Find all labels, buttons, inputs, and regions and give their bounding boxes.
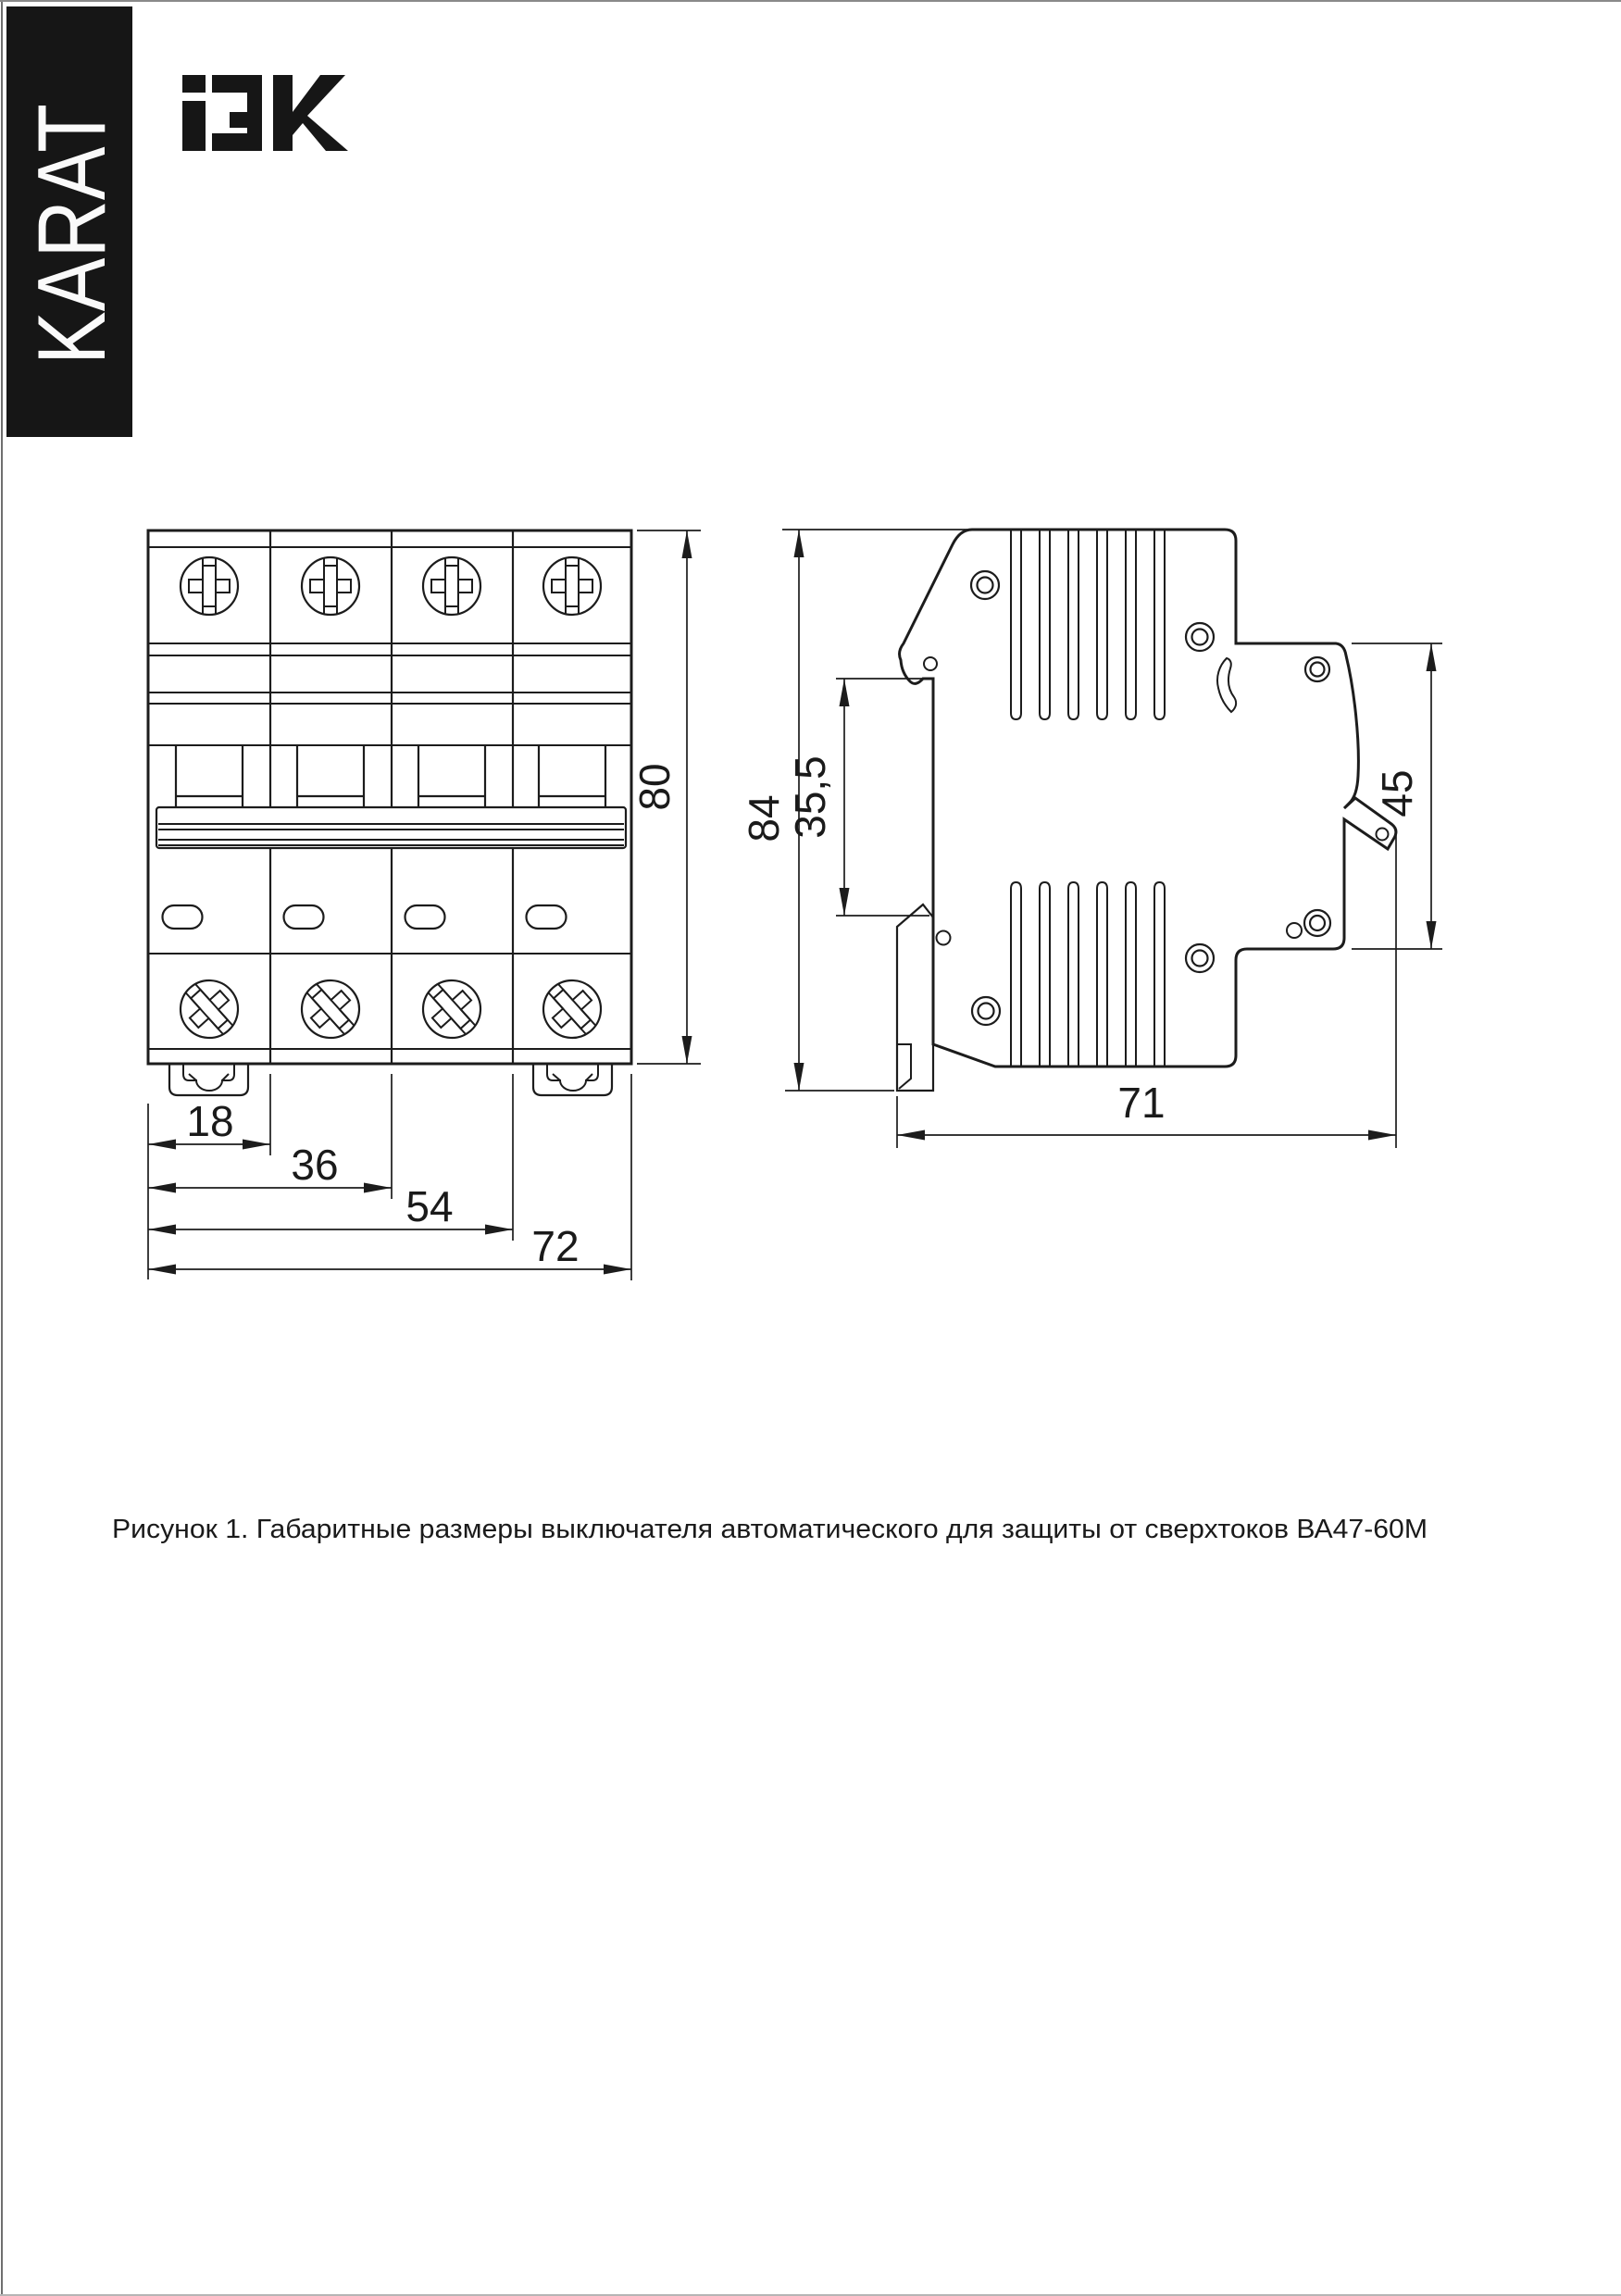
dimension-depth-71 — [897, 831, 1396, 1148]
din-rail-tabs — [169, 1065, 612, 1095]
dim-label-45: 45 — [1373, 769, 1421, 817]
vent-slots-bottom — [1011, 882, 1165, 1066]
dim-label-54: 54 — [405, 1182, 454, 1230]
dim-label-36: 36 — [291, 1141, 339, 1189]
rivet-circles — [924, 571, 1389, 1025]
din-clip — [897, 905, 933, 1091]
marking-windows — [163, 905, 567, 929]
karat-label: KARAT — [19, 50, 126, 365]
dimension-height-80 — [630, 530, 701, 1064]
dim-label-71: 71 — [1117, 1079, 1166, 1127]
dim-label-72: 72 — [531, 1222, 580, 1270]
dim-label-80: 80 — [630, 763, 679, 811]
vent-slots-top — [1011, 530, 1165, 719]
side-body — [900, 530, 1396, 1067]
dimension-widths — [148, 1074, 631, 1280]
figure-caption: Рисунок 1. Габаритные размеры выключателя автоматического для защиты от сверхтоков ВА47-60М — [112, 1515, 1428, 1544]
side-view-drawing — [740, 530, 1442, 1148]
karat-sidebar — [6, 6, 132, 437]
dimension-din-pocket-35-5 — [786, 679, 929, 916]
dim-label-18: 18 — [186, 1097, 234, 1145]
dim-label-84: 84 — [740, 794, 788, 842]
dimension-height-45 — [1352, 643, 1442, 949]
front-view-drawing — [148, 530, 701, 1280]
iek-logo — [182, 75, 348, 151]
handle-tie-bar — [156, 807, 626, 848]
dim-label-35-5: 35,5 — [786, 755, 834, 839]
curved-slot — [1217, 658, 1236, 712]
